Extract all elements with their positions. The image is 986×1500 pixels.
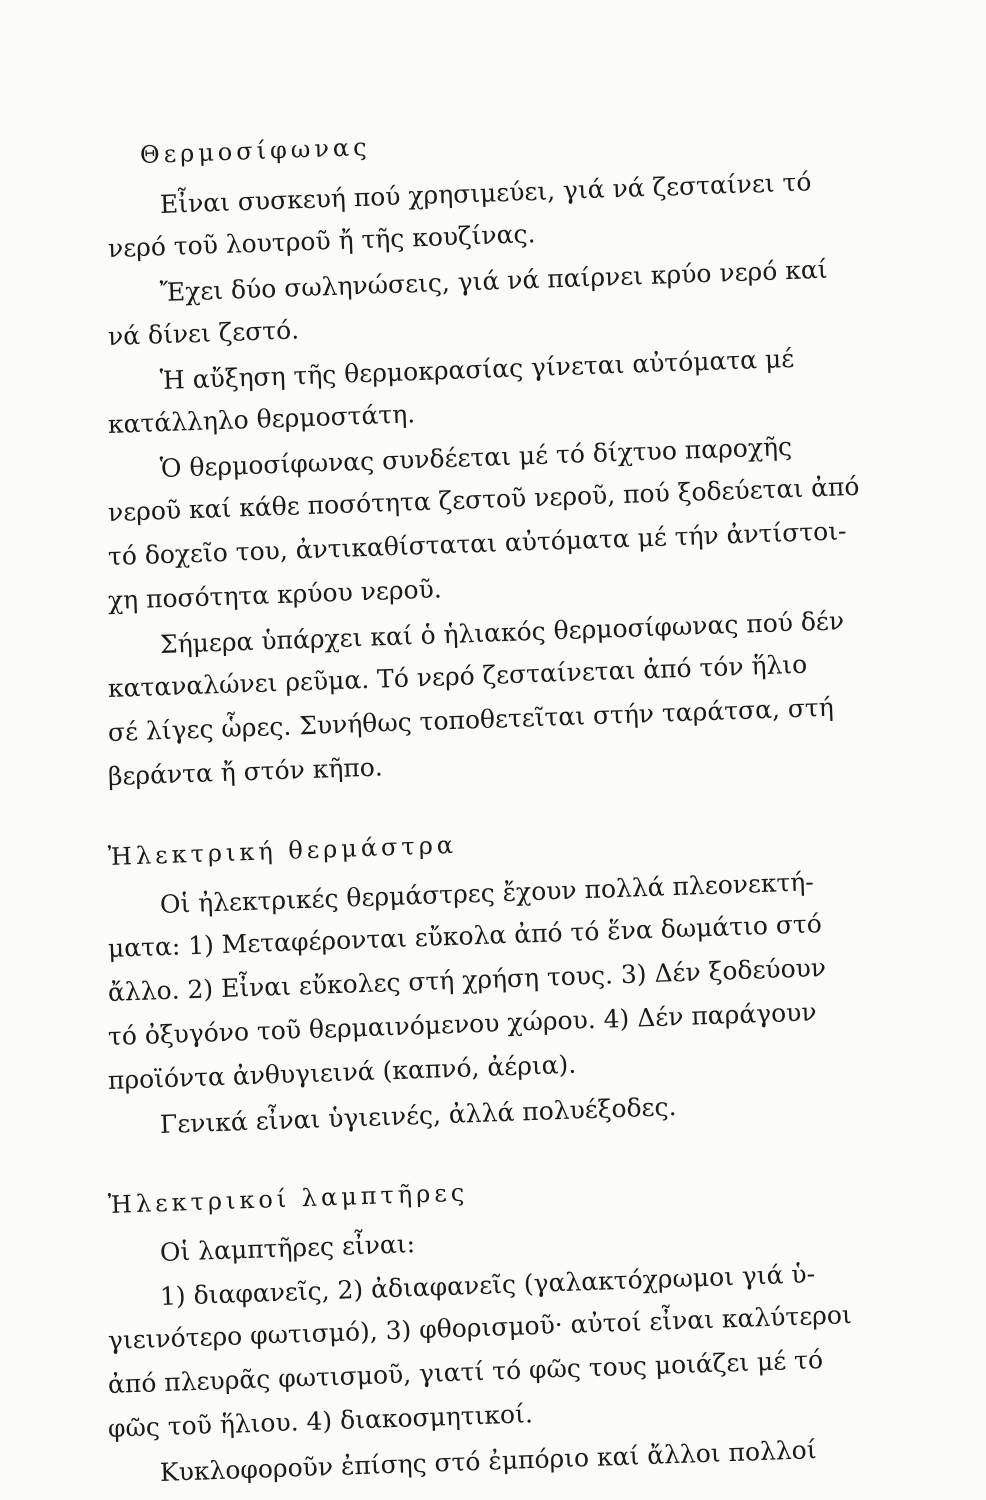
text-line: ματα: 1) Μεταφέρονται εὔκολα ἀπό τό ἕνα δωμάτιο στό: [107, 909, 823, 963]
text-line: χη ποσότητα κρύου νεροῦ.: [107, 574, 443, 615]
text-line: Γενικά εἶναι ὑγιεινές, ἀλλά πολυέξοδες.: [159, 1091, 677, 1139]
section-heading-thermosifonas: Θερμοσίφωνας: [139, 132, 372, 169]
text-line: φῶς τοῦ ἥλιου. 4) διακοσμητικοί.: [107, 1399, 534, 1443]
text-line: Ὁ θερμοσίφωνας συνδέεται μέ τό δίχτυο παροχῆς: [159, 431, 793, 483]
text-line: Ἔχει δύο σωληνώσεις, γιά νά παίρνει κρύο νερό καί: [159, 254, 828, 307]
text-line: Εἶναι συσκευή πού χρησιμεύει, γιά νά ζεσταίνει τό: [159, 167, 812, 219]
text-line: Κυκλοφοροῦν ἐπίσης στό ἐμπόριο καί ἄλλοι πολλοί: [159, 1435, 817, 1487]
text-line: βεράντα ἤ στόν κῆπο.: [107, 752, 384, 791]
text-line: κατάλληλο θερμοστάτη.: [107, 399, 416, 439]
section-heading-ilektrikoi-lamptires: Ἠλεκτρικοί λαμπτῆρες: [107, 1178, 469, 1219]
text-line: τό ὀξυγόνο τοῦ θερμαινόμενου χώρου. 4) Δέν παράγουν: [107, 997, 818, 1051]
text-line: Σήμερα ὑπάρχει καί ὁ ἡλιακός θερμοσίφωνας πού δέν: [159, 606, 845, 659]
text-line: καταναλώνει ρεῦμα. Τό νερό ζεσταίνεται ἀπό τόν ἥλιο: [107, 649, 808, 703]
text-line: τό δοχεῖο του, ἀντικαθίσταται αὐτόματα μέ τήν ἀντίστοι-: [107, 516, 847, 571]
text-line: ἄλλο. 2) Εἶναι εὔκολες στή χρήση τους. 3) Δέν ξοδεύουν: [107, 952, 827, 1007]
text-line: σέ λίγες ὧρες. Συνήθως τοποθετεῖται στήν ταράτσα, στή: [107, 692, 835, 747]
text-line: προϊόντα ἀνθυγιεινά (καπνό, ἀέρια).: [107, 1049, 577, 1095]
text-line: Ἡ αὔξηση τῆς θερμοκρασίας γίνεται αὐτόματα μέ: [159, 343, 795, 395]
text-line: Οἱ λαμπτῆρες εἶναι:: [159, 1229, 416, 1267]
section-heading-ilektriki-thermastra: Ἠλεκτρική θερμάστρα: [107, 830, 458, 871]
text-line: νερό τοῦ λουτροῦ ἤ τῆς κουζίνας.: [107, 219, 536, 263]
text-line: νά δίνει ζεστό.: [107, 315, 300, 351]
text-line: νεροῦ καί κάθε ποσότητα ζεστοῦ νεροῦ, πού ξοδεύεται ἀπό: [107, 471, 860, 527]
text-line: 1) διαφανεῖς, 2) ἀδιαφανεῖς (γαλακτόχρωμοι γιά ὑ-: [159, 1259, 816, 1311]
text-line: γιεινότερο φωτισμό), 3) φθορισμοῦ· αὐτοί εἶναι καλύτεροι: [107, 1300, 853, 1355]
text-line: ἀπό πλευρᾶς φωτισμοῦ, γιατί τό φῶς τους μοιάζει μέ τό: [107, 1345, 824, 1399]
text-line: Οἱ ἠλεκτρικές θερμάστρες ἔχουν πολλά πλεονεκτή-: [159, 867, 815, 919]
